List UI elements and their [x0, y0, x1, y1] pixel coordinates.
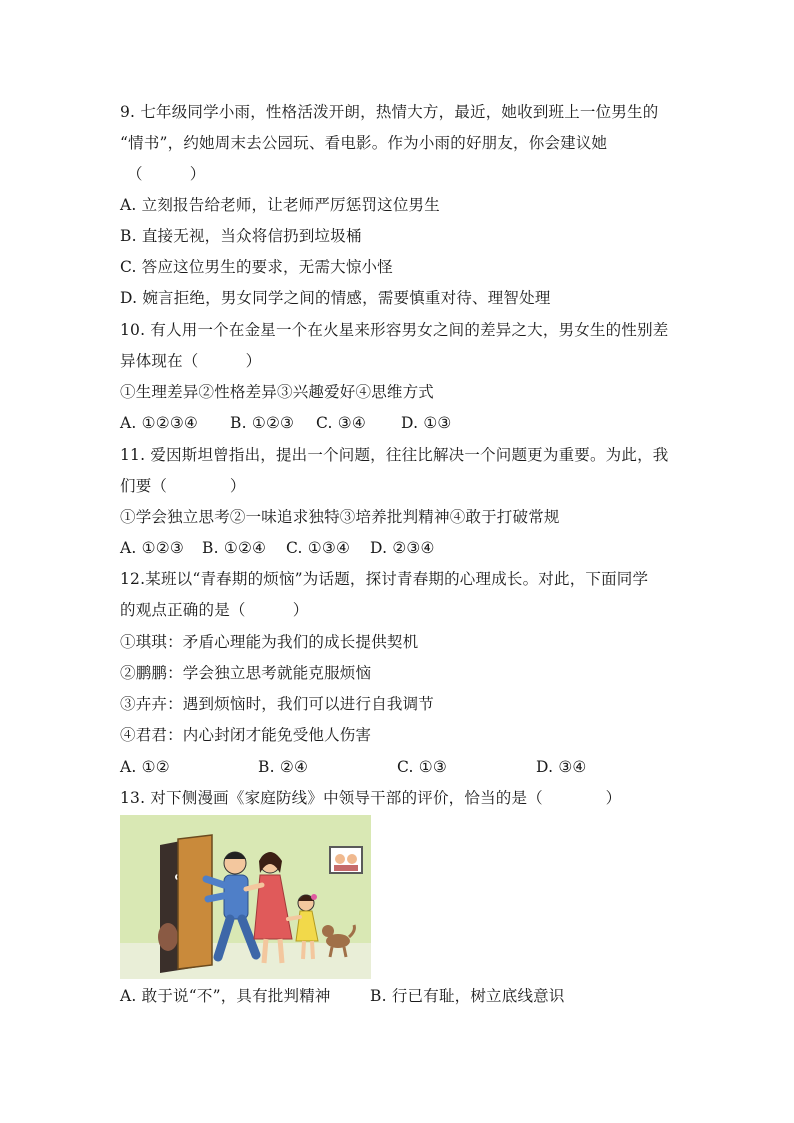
q9-option-c: C. 答应这位男生的要求，无需大惊小怪 [120, 258, 393, 276]
q13-stem: 13. 对下侧漫画《家庭防线》中领导干部的评价，恰当的是（ ） [120, 789, 622, 807]
q11-option-c: C. ①③④ [286, 539, 351, 557]
q10-items: ①生理差异②性格差异③兴趣爱好④思维方式 [120, 383, 435, 401]
q12-item-1: ①琪琪：矛盾心理能为我们的成长提供契机 [120, 633, 419, 651]
q12-item-3: ③卉卉：遇到烦恼时，我们可以进行自我调节 [120, 695, 435, 713]
q11-option-d: D. ②③④ [370, 539, 435, 557]
q9-stem-line1: 9. 七年级同学小雨，性格活泼开朗，热情大方，最近，她收到班上一位男生的 [120, 103, 659, 121]
q12-stem-line2: 的观点正确的是（ ） [120, 601, 309, 619]
q11-stem-line2: 们要（ ） [120, 477, 246, 495]
q12-option-a: A. ①② [120, 758, 170, 776]
q12-option-b: B. ②④ [258, 758, 309, 776]
q10-option-d: D. ①③ [401, 414, 452, 432]
q10-options [120, 413, 452, 433]
q9-option-a: A. 立刻报告给老师，让老师严厉惩罚这位男生 [120, 196, 440, 214]
q11-options [120, 538, 435, 558]
q11-items: ①学会独立思考②一味追求独特③培养批判精神④敢于打破常规 [120, 508, 560, 526]
q11-option-b: B. ①②④ [202, 539, 267, 557]
q9-answer-paren: （ ） [127, 165, 206, 183]
q10-option-c: C. ③④ [316, 414, 366, 432]
family-defense-comic [120, 815, 371, 979]
q10-option-a: A. ①②③④ [120, 414, 199, 432]
q13-option-a: A. 敢于说“不”，具有批判精神 [120, 987, 331, 1005]
q12-item-4: ④君君：内心封闭才能免受他人伤害 [120, 726, 372, 744]
q12-stem-line1: 12.某班以“青春期的烦恼”为话题，探讨青春期的心理成长。对此，下面同学 [120, 570, 649, 588]
q10-option-b: B. ①②③ [230, 414, 295, 432]
q11-option-a: A. ①②③ [120, 539, 184, 557]
q13-options [120, 986, 565, 1006]
q12-item-2: ②鹏鹏：学会独立思考就能克服烦恼 [120, 664, 372, 682]
comic-floor [120, 943, 371, 979]
q12-option-c: C. ①③ [397, 758, 447, 776]
q9-option-b: B. 直接无视，当众将信扔到垃圾桶 [120, 227, 362, 245]
q12-option-d: D. ③④ [536, 758, 587, 776]
q10-stem-line1: 10. 有人用一个在金星一个在火星来形容男女之间的差异之大，男女生的性别差 [120, 321, 669, 339]
comic-money-bag [158, 923, 178, 951]
q12-options [120, 757, 587, 777]
q11-stem-line1: 11. 爱因斯坦曾指出，提出一个问题，往往比解决一个问题更为重要。为此，我 [120, 446, 669, 464]
q13-option-b: B. 行已有耻，树立底线意识 [370, 987, 565, 1005]
q9-stem-line2: “情书”，约她周末去公园玩、看电影。作为小雨的好朋友，你会建议她 [120, 134, 608, 152]
q10-stem-line2: 异体现在（ ） [120, 352, 262, 370]
q9-option-d: D. 婉言拒绝，男女同学之间的情感，需要慎重对待、理智处理 [120, 289, 551, 307]
